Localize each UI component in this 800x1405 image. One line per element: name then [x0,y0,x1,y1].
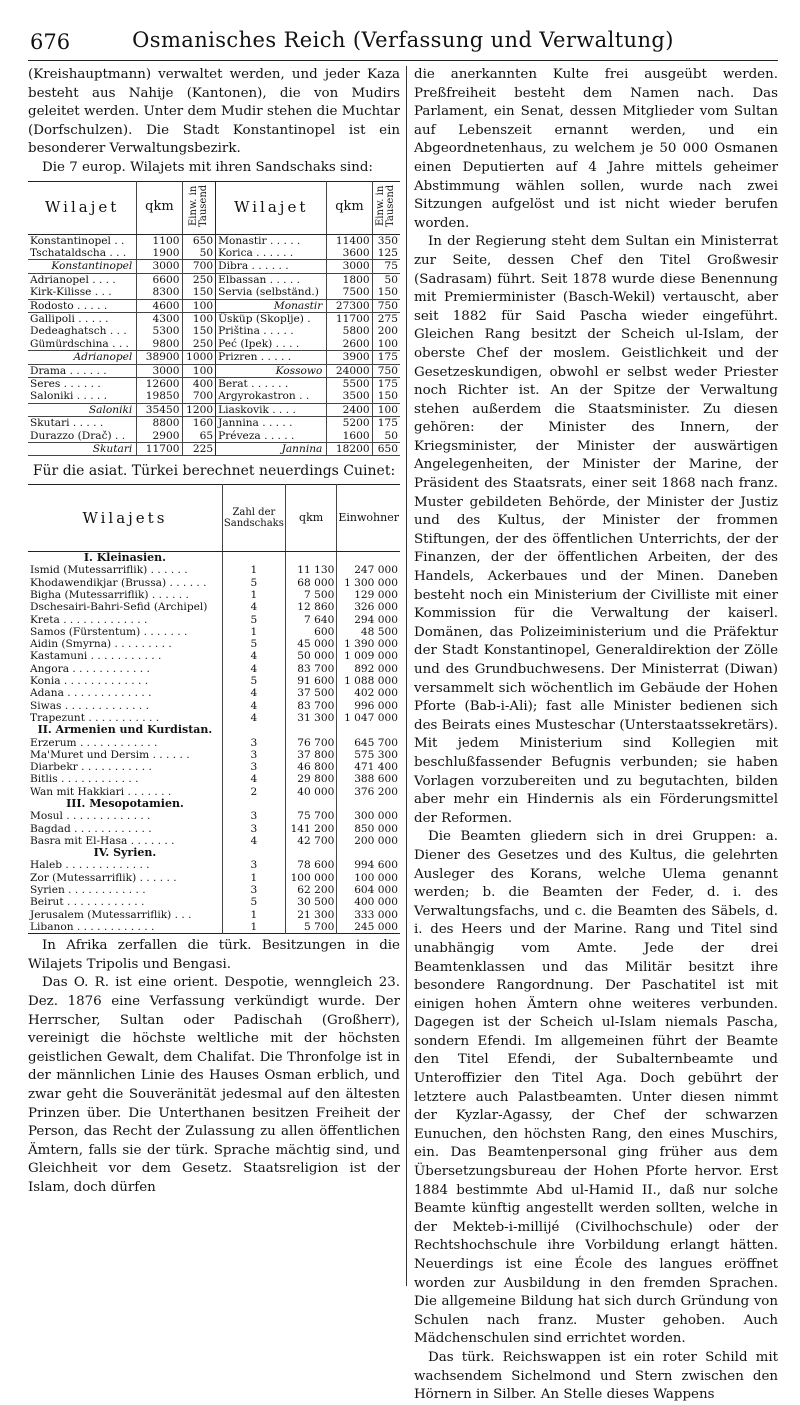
table-row [28,773,400,785]
population-thousands: 1000 [182,351,216,364]
wilajet-name: Diarbekr . . . . . . . . . . . [30,761,152,774]
paragraph: Das O. R. ist eine orient. Despotie, wenngleich 23. Dez. 1876 eine Verfassung verkündigt wurde. Der Herrscher, Sultan oder Padischah (Großherr), vereinigt die höchste weltliche mit der höchsten geistlichen Gewalt, dem Chalifat. Die Thronfolge ist in der männlichen Linie des Hauses Osman erblich, und zwar geht die Souveränität jedesmal auf den ältesten Prinzen über. Die Unterthanen besitzen Freiheit der Person, das Recht der Zulassung zu allen öffentlichen Ämtern, falls sie der türk. Sprache mächtig sind, und Gleichheit vor dem Gesetz. Staatsreligion ist der Islam, doch dürfen [28,975,400,1195]
asiatic-wilajets-table [28,484,400,934]
sandschak-name: Gallipoli . . . . . [30,313,109,325]
population: 300 000 [337,810,400,822]
col-zahl-header: Zahl der Sandschaks [222,485,285,552]
table-row [28,626,400,638]
sandschak-name: Peć (Ipek) . . . . [216,338,327,351]
sandschak-name: Servia (selbständ.) [216,286,327,299]
population-thousands: 50 [182,247,216,260]
area-qkm: 100 000 [285,872,337,884]
table-row [28,700,400,712]
wilajet-name: Ismid (Mutessarriflik) . . . . . . [30,564,188,577]
wilajet-name: Adana . . . . . . . . . . . . . [30,687,152,700]
sandschak-count: 1 [222,921,285,934]
population: 294 000 [337,614,400,626]
population-thousands: 50 [372,430,400,443]
population-thousands: 700 [182,390,216,403]
area-qkm: 75 700 [285,810,337,822]
sandschak-count: 3 [222,823,285,835]
sandschak-count: 5 [222,638,285,650]
population: 604 000 [337,884,400,896]
area-qkm: 19850 [137,390,182,403]
population-thousands: 150 [372,390,400,403]
table-row [28,896,400,908]
population-thousands: 350 [372,234,400,247]
sandschak-name: Berat . . . . . . [216,378,327,391]
area-qkm: 141 200 [285,823,337,835]
area-qkm: 11700 [327,313,372,326]
table-row [28,325,400,337]
table-row [28,810,400,822]
area-qkm: 18200 [327,443,372,456]
table2-intro: Für die asiat. Türkei berechnet neuerdings Cuinet: [32,463,396,480]
sandschak-count: 1 [222,872,285,884]
population: 100 000 [337,872,400,884]
wilajet-total-name: Skutari [28,443,137,456]
col-einw-header-2: Einw. in Tausend [372,181,400,234]
area-qkm: 5300 [137,325,182,337]
table-row [28,577,400,589]
sandschak-name: Saloniki . . . . . [30,390,108,403]
section-title: I. Kleinasien. [83,551,166,565]
col-einwohner-header: Einwohner [337,485,400,552]
population-thousands: 175 [372,351,400,364]
table-row [28,417,400,430]
section-title: II. Armenien und Kurdistan. [37,723,213,737]
area-qkm: 1100 [137,234,182,247]
population-thousands: 750 [372,299,400,312]
population: 247 000 [337,564,400,576]
sandschak-count: 4 [222,601,285,613]
table-row [28,260,400,273]
table-row [28,564,400,576]
population-thousands: 100 [372,338,400,351]
area-qkm: 11400 [327,234,372,247]
sandschak-count: 4 [222,687,285,699]
table-row [28,823,400,835]
sandschak-name: Üsküp (Skoplje) . [216,313,327,326]
sandschak-count: 1 [222,909,285,921]
population-thousands: 50 [372,273,400,286]
sandschak-count: 3 [222,859,285,871]
table-row [28,909,400,921]
section-title: III. Mesopotamien. [66,797,184,810]
col-einw-header: Einw. in Tausend [182,181,216,234]
wilajet-name: Konia . . . . . . . . . . . . . [30,675,149,688]
sandschak-count: 1 [222,626,285,638]
right-column [414,66,778,1405]
table-row [28,430,400,443]
paragraph: In Afrika zerfallen die türk. Besitzungen in die Wilajets Tripolis und Bengasi. [28,938,400,972]
population-thousands: 125 [372,247,400,260]
area-qkm: 3600 [327,247,372,260]
col-qkm-header-2: qkm [327,181,372,234]
area-qkm: 5500 [327,378,372,391]
area-qkm: 46 800 [285,761,337,773]
area-qkm: 2400 [327,403,372,416]
population-thousands: 650 [372,443,400,456]
sandschak-name: Priština . . . . . [216,325,327,337]
area-qkm: 83 700 [285,663,337,675]
area-qkm: 68 000 [285,577,337,589]
sandschak-name: Tschataldscha . . . [30,246,127,259]
population: 994 600 [337,859,400,871]
wilajet-name: Wan mit Hakkiari . . . . . . . [30,785,172,798]
wilajet-name: Basra mit El-Hasa . . . . . . . [30,834,175,847]
sandschak-count: 3 [222,761,285,773]
wilajet-name: Angora . . . . . . . . . . . . [30,662,150,675]
area-qkm: 76 700 [285,737,337,749]
sandschak-name: Rodosto . . . . . [28,299,137,312]
area-qkm: 31 300 [285,712,337,724]
area-qkm: 91 600 [285,675,337,687]
area-qkm: 6600 [137,273,182,286]
table-row [28,601,400,613]
sandschak-name: Drama . . . . . . [28,364,137,377]
paragraph: Das türk. Reichswappen ist ein roter Schild mit wachsendem Sichelmond und Stern zwischen den Hörnern in Silber. An Stelle dieses Wappens [414,1349,778,1403]
population: 245 000 [337,921,400,934]
sandschak-count: 4 [222,650,285,662]
sandschak-name: Prizren . . . . . [216,351,327,364]
wilajet-name: Dschesairi-Bahri-Sefid (Archipel) [30,601,208,614]
sandschak-count: 4 [222,835,285,847]
area-qkm: 8800 [137,417,182,430]
population: 200 000 [337,835,400,847]
page-number: 676 [30,30,71,54]
sandschak-count: 1 [222,564,285,576]
table-row [28,614,400,626]
sandschak-count: 3 [222,749,285,761]
population-thousands: 100 [182,299,216,312]
paragraph: Die Beamten gliedern sich in drei Gruppen: a. Diener des Gesetzes und des Kultus, die gelehrten Ausleger des Korans, welche Ulema genannt werden; b. die Beamten der Feder, d. i. des Verwaltungsfachs, und c. die Beamten des Säbels, d. i. des Heers und der Marine. Rang und Titel sind unabhängig vom Amte. Jede der drei Beamtenklassen und das Militär besitzt ihre besondere Rangordnung. Der Paschatitel ist mit einigen hohen Ämtern ohne weiteres verbunden. Dagegen ist der Scheich ul-Islam niemals Pascha, sondern Efendi. Im allgemeinen führt der Beamte den Titel Efendi, der Subalternbeamte und Unteroffizier den Titel Aga. Doch gebührt der letztere auch Palastbeamten. Unter diesen nimmt der Kyzlar-Agassy, der Chef der schwarzen Eunuchen, den höchsten Rang, den eines Muschirs, ein. Das Beamtenpersonal ging früher aus dem Übersetzungsbureau der Hohen Pforte hervor. Erst 1884 bestimmte Abd ul-Hamid II., daß nur solche Beamte künftig angestellt werden sollten, welche in der Mekteb-i-millijé (Civilhochschule) oder der Rechtshochschule ihre Vorbildung erlangt hätten. Neuerdings ist eine École des langues eröffnet worden zur Ausbildung in den fremden Sprachen. Die allgemeine Bildung hat sich durch Gründung von Schulen nach franz. Muster gehoben. Auch Mädchenschulen sind errichtet worden. [414,829,778,1347]
wilajet-name: Khodawendikjar (Brussa) . . . . . . [30,576,207,589]
area-qkm: 42 700 [285,835,337,847]
sandschak-name: Préveza . . . . . [216,430,327,443]
population: 1 009 000 [337,650,400,662]
sandschak-name: Monastir . . . . . [216,234,327,247]
area-qkm: 11 130 [285,564,337,576]
sandschak-name: Dedeaghatsch . . . [30,325,127,338]
sandschak-name: Skutari . . . . . [30,417,104,430]
column-divider [406,66,407,1286]
wilajet-name: Syrien . . . . . . . . . . . . [30,884,146,897]
wilajet-name: Aidin (Smyrna) . . . . . . . . . [30,638,172,651]
area-qkm: 12 860 [285,601,337,613]
population-thousands: 400 [182,378,216,391]
table-row [28,675,400,687]
col-wilajet-header-2: Wilajet [216,181,327,234]
area-qkm: 5 700 [285,921,337,934]
area-qkm: 35450 [137,403,182,416]
area-qkm: 3500 [327,390,372,403]
area-qkm: 37 800 [285,749,337,761]
population-thousands: 150 [372,286,400,299]
population: 575 300 [337,749,400,761]
sandschak-count: 3 [222,884,285,896]
table-row [28,835,400,847]
area-qkm: 2900 [137,430,182,443]
population-thousands: 650 [182,234,216,247]
population-thousands: 750 [372,364,400,377]
wilajet-name: Erzerum . . . . . . . . . . . . [30,736,158,749]
paragraph: die anerkannten Kulte frei ausgeübt werden. Preßfreiheit besteht dem Namen nach. Das Parlament, ein Senat, dessen Mitglieder vom Sultan auf Lebenszeit ernannt werden, und ein Abgeordnetenhaus, zu welchem je 50 000 Osmanen einen Deputierten auf 4 Jahre mittels geheimer Abstimmung wählen sollen, wurde nach zwei Sitzungen aufgelöst und ist nicht wieder berufen worden. [414,67,778,231]
population-thousands: 150 [182,286,216,299]
sandschak-count: 4 [222,700,285,712]
area-qkm: 45 000 [285,638,337,650]
left-column [28,66,400,1198]
col-qkm-header: qkm [285,485,337,552]
table-row [28,749,400,761]
sandschak-count: 4 [222,773,285,785]
table-row [28,737,400,749]
population-thousands: 700 [182,260,216,273]
page-header [28,20,778,61]
table-row [28,364,400,377]
population-thousands: 250 [182,273,216,286]
wilajet-name: Bagdad . . . . . . . . . . . . [30,822,152,835]
population: 645 700 [337,737,400,749]
section-row [28,724,400,736]
table-row [28,351,400,364]
sandschak-count: 5 [222,675,285,687]
area-qkm: 1600 [327,430,372,443]
population-thousands: 200 [372,325,400,337]
sandschak-count: 5 [222,614,285,626]
sandschak-name: Durazzo (Drač) . . [30,429,126,442]
table-row [28,687,400,699]
sandschak-count: 1 [222,589,285,601]
area-qkm: 4300 [137,313,182,326]
population: 376 200 [337,786,400,798]
population-thousands: 275 [372,313,400,326]
population: 1 088 000 [337,675,400,687]
area-qkm: 8300 [137,286,182,299]
table-row [28,338,400,351]
area-qkm: 50 000 [285,650,337,662]
area-qkm: 600 [285,626,337,638]
table-row [28,299,400,312]
table-row [28,247,400,260]
wilajet-total-name: Konstantinopel [28,260,137,273]
population: 402 000 [337,687,400,699]
area-qkm: 5200 [327,417,372,430]
table-row [28,273,400,286]
paragraph: (Kreishauptmann) verwaltet werden, und jeder Kaza besteht aus Nahije (Kantonen), die von Mudirs geleitet werden. Unter dem Mudir stehen die Muchtar (Dorfschulzen). Die Stadt Konstantinopel ist ein besonderer Verwaltungsbezirk. [28,67,400,157]
area-qkm: 12600 [137,378,182,391]
area-qkm: 29 800 [285,773,337,785]
area-qkm: 3900 [327,351,372,364]
wilajet-name: Zor (Mutessarriflik) . . . . . . [30,871,177,884]
sandschak-count: 2 [222,786,285,798]
population: 1 047 000 [337,712,400,724]
population-thousands: 175 [372,378,400,391]
table-row [28,403,400,416]
wilajet-name: Beirut . . . . . . . . . . . . [30,896,145,909]
table-row [28,859,400,871]
area-qkm: 5800 [327,325,372,337]
area-qkm: 4600 [137,299,182,312]
wilajet-name: Bigha (Mutessarriflik) . . . . . . [30,588,189,601]
running-title: Osmanisches Reich (Verfassung und Verwaltung) [132,28,674,52]
sandschak-count: 3 [222,737,285,749]
area-qkm: 1800 [327,273,372,286]
table-row [28,390,400,403]
area-qkm: 27300 [327,299,372,312]
population-thousands: 160 [182,417,216,430]
section-row [28,552,400,565]
area-qkm: 38900 [137,351,182,364]
sandschak-name: Adrianopel . . . . [30,273,116,286]
area-qkm: 78 600 [285,859,337,871]
population-thousands: 75 [372,260,400,273]
table1-intro: Die 7 europ. Wilajets mit ihren Sandschaks sind: [42,159,373,175]
col-wilajets-header: Wilajets [28,485,222,552]
sandschak-name: Gümürdschina . . . [30,337,129,350]
table-row [28,443,400,456]
sandschak-name: Seres . . . . . . [30,378,101,391]
sandschak-name: Elbassan . . . . . [216,273,327,286]
table-row [28,589,400,601]
wilajet-name: Trapezunt . . . . . . . . . . . [30,711,160,724]
sandschak-name: Dibra . . . . . . [216,260,327,273]
population: 850 000 [337,823,400,835]
sandschak-name: Argyrokastron . . [216,390,327,403]
area-qkm: 37 500 [285,687,337,699]
area-qkm: 3000 [137,260,182,273]
col-qkm-header: qkm [137,181,182,234]
paragraph: In der Regierung steht dem Sultan ein Ministerrat zur Seite, dessen Chef den Titel Großwesir (Sadrasam) führt. Seit 1878 wurde diese Benennung mit Premierminister (Basch-Wekil) vertauscht, aber seit 1882 für Said Pascha wieder eingeführt. Gleichen Rang besitzt der Scheich ul-Islam, der oberste Chef der moslem. Geistlichkeit und der Gesetzeskundigen, obwohl er selbst weder Priester noch Richter ist. An der Spitze der Verwaltung stehen außerdem die Staatsminister. Zu diesen gehören: der Minister des Innern, der Kriegsminister, der Minister der auswärtigen Angelegenheiten, der Minister der Marine, der Präsident des Staatsrats, einer seit 1868 nach franz. Muster gebildeten Behörde, der Minister der Justiz und des Kultus, der Minister der frommen Stiftungen, der des öffentlichen Unterrichts, der der Finanzen, der der öffentlichen Arbeiten, der des Handels, Ackerbaues und der Minen. Daneben besteht noch ein Ministerium der Civilliste mit einer Kommission für die Verwaltung der kaiserl. Domänen, das Polizeiministerium und die Präfektur der Stadt Konstantinopel, Generaldirektion der Zölle und des Grundbuchwesens. Der Ministerrat (Diwan) versammelt sich wöchentlich im Gebäude der Hohen Pforte (Bab-i-Ali); fast alle Minister bedienen sich des Beirats eines Musteschar (Unterstaatssekretärs). Mit jedem Ministerium sind Kollegien mit beschlußfassender Befugnis verbunden; sie haben Vorlagen vorzubereiten und zu begutachten, bilden aber mehr ein Hindernis als ein Förderungsmittel der Reformen. [414,234,778,826]
population-thousands: 65 [182,430,216,443]
population: 129 000 [337,589,400,601]
section-row [28,798,400,810]
wilajet-name: Bitlis . . . . . . . . . . . . [30,773,139,786]
wilajet-name: Siwas . . . . . . . . . . . . . [30,699,150,712]
population: 996 000 [337,700,400,712]
sandschak-count: 4 [222,663,285,675]
table-row [28,286,400,299]
population: 471 400 [337,761,400,773]
area-qkm: 11700 [137,443,182,456]
population-thousands: 175 [372,417,400,430]
sandschak-name: Konstantinopel . . [30,234,125,247]
wilajet-total-name: Kossowo [216,364,327,377]
wilajet-name: Kreta . . . . . . . . . . . . . [30,613,148,626]
population-thousands: 150 [182,325,216,337]
table-row [28,663,400,675]
wilajet-total-name: Saloniki [28,403,137,416]
wilajet-name: Ma'Muret und Dersim . . . . . . [30,748,190,761]
population: 892 000 [337,663,400,675]
table1-body [28,234,400,456]
table-row [28,313,400,326]
table-row [28,234,400,247]
population: 1 390 000 [337,638,400,650]
area-qkm: 2600 [327,338,372,351]
wilajet-name: Mosul . . . . . . . . . . . . . [30,810,151,823]
col-wilajet-header: Wilajet [28,181,137,234]
sandschak-name: Korica . . . . . . [216,247,327,260]
table-row [28,761,400,773]
wilajet-name: Haleb . . . . . . . . . . . . . [30,859,150,872]
population: 400 000 [337,896,400,908]
sandschak-count: 3 [222,810,285,822]
area-qkm: 24000 [327,364,372,377]
area-qkm: 7 500 [285,589,337,601]
population: 388 600 [337,773,400,785]
population-thousands: 100 [182,313,216,326]
sandschak-name: Jannina . . . . . [216,417,327,430]
area-qkm: 3000 [327,260,372,273]
population-thousands: 100 [182,364,216,377]
table-row [28,650,400,662]
wilajet-total-name: Adrianopel [28,351,137,364]
table2-body [28,552,400,934]
population: 48 500 [337,626,400,638]
wilajet-name: Libanon . . . . . . . . . . . . [30,920,155,933]
area-qkm: 1900 [137,247,182,260]
area-qkm: 9800 [137,338,182,351]
area-qkm: 7 640 [285,614,337,626]
population-thousands: 1200 [182,403,216,416]
population-thousands: 250 [182,338,216,351]
section-title: IV. Syrien. [93,846,157,860]
sandschak-name: Kirk-Kilisse . . . [30,286,112,299]
table-row [28,921,400,934]
sandschak-name: Liaskovik . . . . [216,403,327,416]
section-row [28,847,400,859]
population-thousands: 225 [182,443,216,456]
area-qkm: 83 700 [285,700,337,712]
population: 326 000 [337,601,400,613]
table-row [28,378,400,391]
population: 1 300 000 [337,577,400,589]
sandschak-count: 4 [222,712,285,724]
area-qkm: 7500 [327,286,372,299]
wilajet-total-name: Jannina [216,443,327,456]
wilajet-name: Samos (Fürstentum) . . . . . . . [30,625,188,638]
area-qkm: 40 000 [285,786,337,798]
table-row [28,884,400,896]
population-thousands: 100 [372,403,400,416]
european-wilajets-table [28,181,400,457]
area-qkm: 62 200 [285,884,337,896]
wilajet-name: Kastamuni . . . . . . . . . . . [30,650,162,663]
sandschak-count: 5 [222,896,285,908]
population: 333 000 [337,909,400,921]
sandschak-count: 5 [222,577,285,589]
table-row [28,872,400,884]
area-qkm: 30 500 [285,896,337,908]
area-qkm: 3000 [137,364,182,377]
wilajet-total-name: Monastir [216,299,327,312]
wilajet-name: Jerusalem (Mutessarriflik) . . . [30,908,192,921]
area-qkm: 21 300 [285,909,337,921]
table-row [28,638,400,650]
